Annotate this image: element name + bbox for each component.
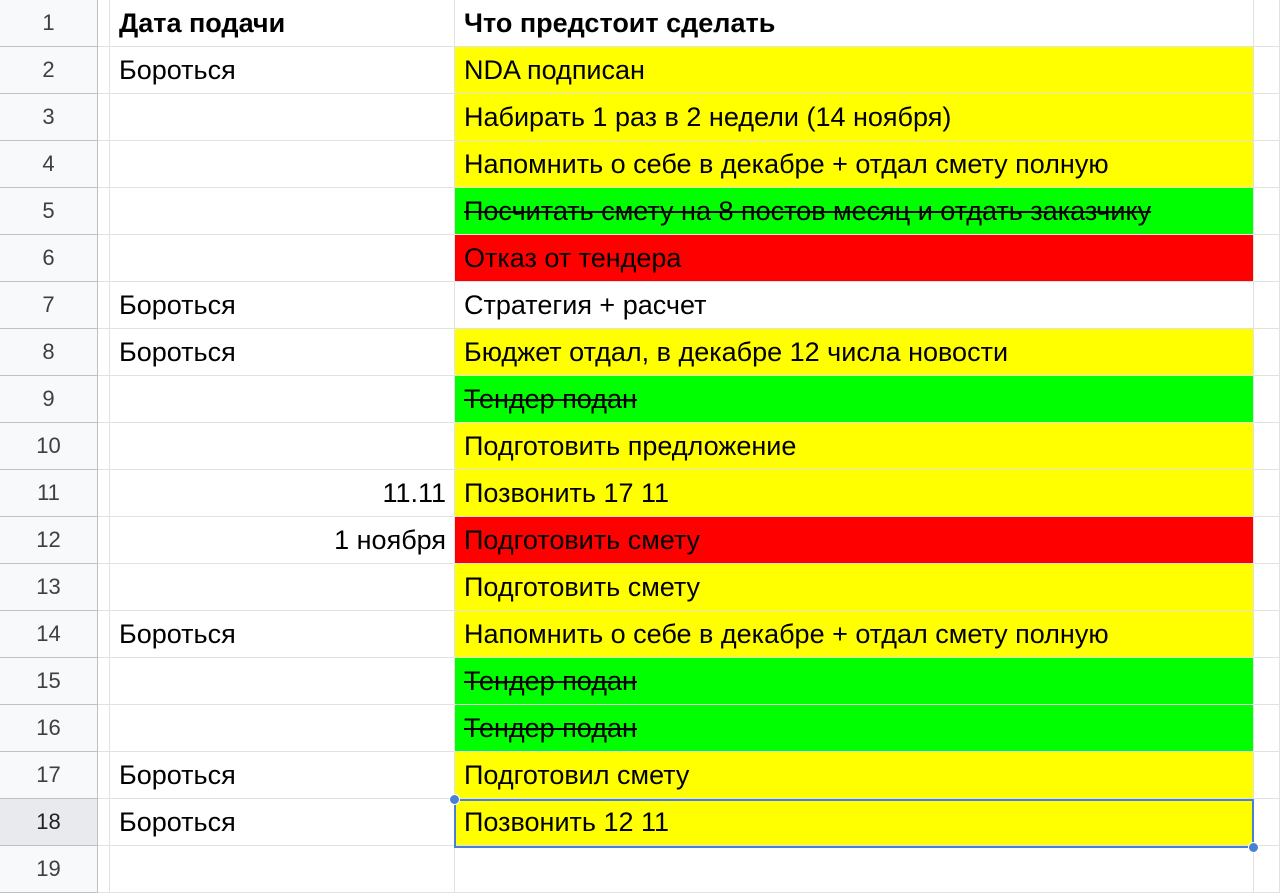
table-row [0, 282, 1280, 329]
cell-todo[interactable] [455, 799, 1254, 846]
cell-todo-text: Подготовить смету [464, 571, 701, 602]
grid-gap-column [98, 376, 110, 423]
row-number[interactable]: 10 [0, 423, 98, 470]
row-number[interactable]: 3 [0, 94, 98, 141]
row-number[interactable]: 15 [0, 658, 98, 705]
grid-gap-column [98, 564, 110, 611]
table-row [0, 235, 1280, 282]
cell-todo[interactable] [455, 235, 1254, 282]
cell-todo[interactable] [455, 94, 1254, 141]
empty-cell[interactable] [1254, 799, 1280, 846]
cell-todo[interactable] [455, 188, 1254, 235]
header-row [0, 0, 1280, 47]
cell-submission-date[interactable] [110, 235, 455, 282]
table-row [0, 611, 1280, 658]
cell-submission-date[interactable] [110, 705, 455, 752]
grid-gap-column [98, 235, 110, 282]
cell-todo-text: Бюджет отдал, в декабре 12 числа новости [464, 336, 1009, 367]
cell-todo-text: Тендер подан [464, 665, 637, 696]
cell-submission-date[interactable]: Бороться [110, 799, 455, 846]
cell-submission-date[interactable]: Бороться [110, 611, 455, 658]
cell-submission-date[interactable]: 1 ноября [110, 517, 455, 564]
grid-gap-column [98, 658, 110, 705]
table-row [0, 752, 1280, 799]
cell-todo[interactable] [455, 282, 1254, 329]
cell-todo-text: Подготовить предложение [464, 430, 797, 461]
grid-gap-column [98, 141, 110, 188]
empty-cell[interactable] [1254, 611, 1280, 658]
row-number[interactable]: 12 [0, 517, 98, 564]
cell-submission-date[interactable] [110, 423, 455, 470]
empty-cell[interactable] [1254, 188, 1280, 235]
cell-todo[interactable] [455, 705, 1254, 752]
table-row [0, 188, 1280, 235]
cell-submission-date[interactable] [110, 141, 455, 188]
grid-gap-column [98, 705, 110, 752]
cell-submission-date[interactable]: Бороться [110, 282, 455, 329]
cell-todo[interactable] [455, 846, 1254, 893]
empty-cell[interactable] [1254, 282, 1280, 329]
table-row [0, 47, 1280, 94]
cell-submission-date[interactable]: Бороться [110, 47, 455, 94]
grid-gap-column [98, 282, 110, 329]
cell-submission-date[interactable] [110, 376, 455, 423]
selection-handle-bottom-right[interactable] [1248, 842, 1259, 853]
cell-todo[interactable] [455, 564, 1254, 611]
cell-submission-date[interactable] [110, 846, 455, 893]
cell-todo[interactable] [455, 423, 1254, 470]
table-row [0, 141, 1280, 188]
empty-cell[interactable] [1254, 423, 1280, 470]
empty-cell[interactable] [1254, 141, 1280, 188]
table-row [0, 423, 1280, 470]
cell-todo-text: Подготовить смету [464, 524, 701, 555]
cell-todo[interactable] [455, 47, 1254, 94]
empty-cell[interactable] [1254, 470, 1280, 517]
row-number[interactable]: 2 [0, 47, 98, 94]
grid-gap-column [98, 752, 110, 799]
grid-gap-column [98, 329, 110, 376]
grid-gap-column [98, 470, 110, 517]
row-number[interactable]: 1 [0, 0, 98, 47]
cell-todo-text: Напомнить о себе в декабре + отдал смету полную [464, 618, 1109, 649]
cell-todo[interactable] [455, 329, 1254, 376]
cell-todo-text: Отказ от тендера [464, 242, 682, 273]
cell-todo[interactable] [455, 470, 1254, 517]
row-number[interactable]: 7 [0, 282, 98, 329]
table-row [0, 846, 1280, 893]
row-number[interactable]: 8 [0, 329, 98, 376]
empty-cell[interactable] [1254, 752, 1280, 799]
column-header-todo[interactable]: Что предстоит сделать [455, 0, 1254, 47]
empty-cell[interactable] [1254, 658, 1280, 705]
empty-cell[interactable] [1254, 47, 1280, 94]
grid-gap-column [98, 188, 110, 235]
cell-todo-text: Подготовил смету [464, 759, 690, 790]
cell-submission-date[interactable] [110, 94, 455, 141]
cell-todo[interactable] [455, 517, 1254, 564]
column-header-submission-date[interactable]: Дата подачи [110, 0, 455, 47]
cell-submission-date[interactable]: Бороться [110, 752, 455, 799]
cell-todo-text: Тендер подан [464, 712, 637, 743]
empty-cell[interactable] [1254, 94, 1280, 141]
empty-cell[interactable] [1254, 376, 1280, 423]
empty-cell[interactable] [1254, 517, 1280, 564]
table-row [0, 470, 1280, 517]
table-row [0, 658, 1280, 705]
row-number[interactable]: 16 [0, 705, 98, 752]
grid-gap-column [98, 846, 110, 893]
cell-todo-text: Тендер подан [464, 383, 637, 414]
cell-todo[interactable] [455, 141, 1254, 188]
table-row [0, 517, 1280, 564]
empty-cell[interactable] [1254, 705, 1280, 752]
cell-todo-text: Набирать 1 раз в 2 недели (14 ноября) [464, 101, 952, 132]
table-row [0, 705, 1280, 752]
grid-gap-column [98, 0, 110, 47]
table-row [0, 329, 1280, 376]
grid-gap-column [98, 423, 110, 470]
grid-gap-column [98, 47, 110, 94]
row-number[interactable]: 17 [0, 752, 98, 799]
cell-todo[interactable] [455, 611, 1254, 658]
row-number[interactable]: 18 [0, 799, 98, 846]
grid-gap-column [98, 517, 110, 564]
cell-todo-text: Посчитать смету на 8 постов месяц и отдать заказчику [464, 195, 1152, 226]
cell-todo[interactable] [455, 658, 1254, 705]
empty-cell[interactable] [1254, 235, 1280, 282]
row-number[interactable]: 9 [0, 376, 98, 423]
empty-cell[interactable] [1254, 329, 1280, 376]
table-row [0, 94, 1280, 141]
row-number[interactable]: 13 [0, 564, 98, 611]
cell-todo-text: Напомнить о себе в декабре + отдал смету полную [464, 148, 1109, 179]
cell-submission-date[interactable] [110, 188, 455, 235]
cell-submission-date[interactable] [110, 564, 455, 611]
table-row [0, 799, 1280, 846]
cell-todo-text: Позвонить 17 11 [464, 477, 670, 508]
grid-gap-column [98, 94, 110, 141]
cell-todo-text: Стратегия + расчет [464, 289, 707, 320]
row-number[interactable]: 14 [0, 611, 98, 658]
row-number[interactable]: 11 [0, 470, 98, 517]
empty-cell[interactable] [1254, 564, 1280, 611]
empty-cell[interactable] [1254, 0, 1280, 47]
row-number[interactable]: 6 [0, 235, 98, 282]
cell-submission-date[interactable]: Бороться [110, 329, 455, 376]
row-number[interactable]: 5 [0, 188, 98, 235]
table-row [0, 564, 1280, 611]
cell-todo-text: NDA подписан [464, 54, 645, 85]
cell-todo[interactable] [455, 376, 1254, 423]
cell-submission-date[interactable] [110, 658, 455, 705]
row-number[interactable]: 4 [0, 141, 98, 188]
row-number[interactable]: 19 [0, 846, 98, 893]
cell-todo-text: Позвонить 12 11 [464, 806, 670, 837]
selection-handle-top-left[interactable] [449, 794, 460, 805]
grid-gap-column [98, 799, 110, 846]
empty-cell[interactable] [1254, 846, 1280, 893]
cell-todo[interactable] [455, 752, 1254, 799]
table-row [0, 376, 1280, 423]
cell-submission-date[interactable]: 11.11 [110, 470, 455, 517]
grid-gap-column [98, 611, 110, 658]
